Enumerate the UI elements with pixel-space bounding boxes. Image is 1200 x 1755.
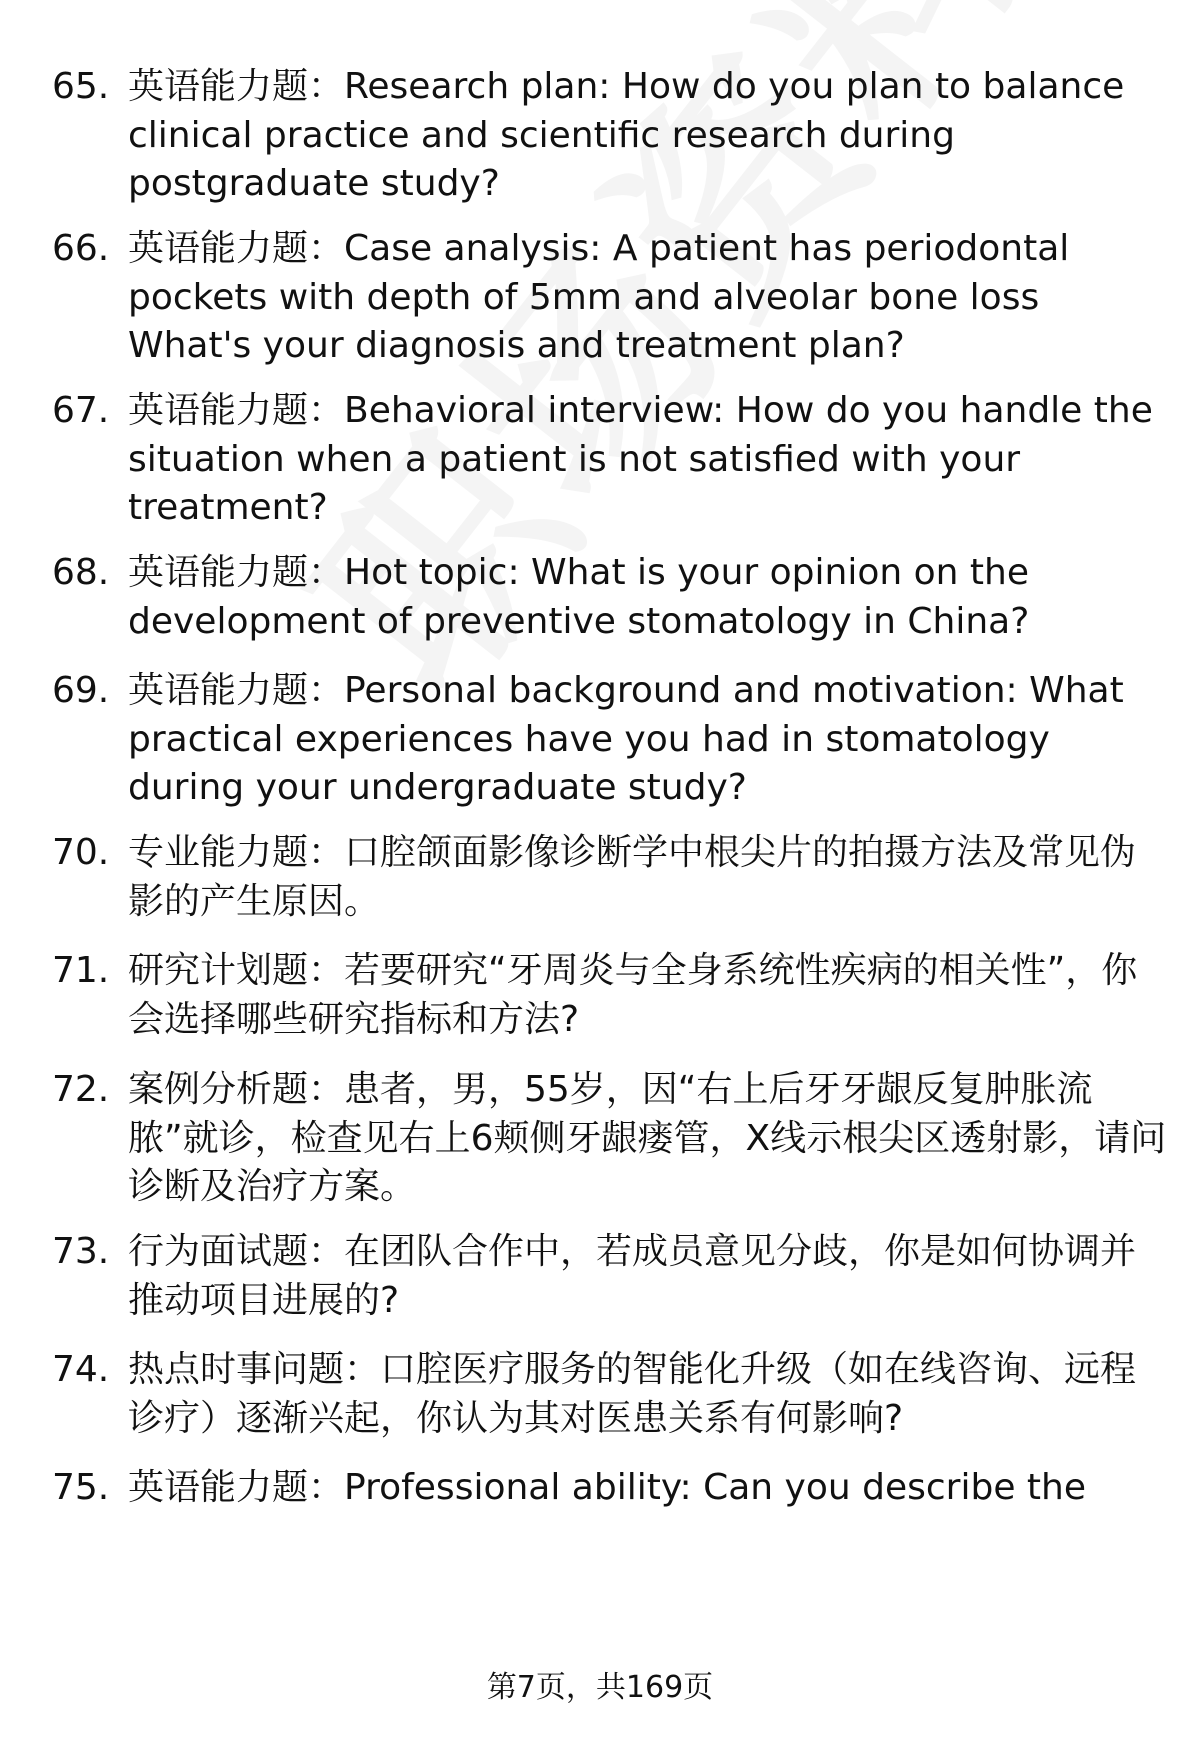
question-70 — [52, 829, 1167, 926]
question-71 — [52, 947, 1167, 1044]
question-text: 英语能力题：Case analysis: A patient has periodontal pockets with depth of 5mm and alveolar bone loss What's your diagnosis and treatment plan? — [128, 228, 1070, 366]
question-text: 英语能力题：Hot topic: What is your opinion on the development of preventive stomatology in China? — [128, 552, 1030, 642]
question-text: 英语能力题：Research plan: How do you plan to balance clinical practice and scientific research during postgraduate study? — [128, 66, 1125, 204]
question-number: 71. — [52, 950, 110, 991]
question-66 — [52, 225, 1167, 371]
question-number: 72. — [52, 1069, 110, 1110]
question-text: 研究计划题：若要研究“牙周炎与全身系统性疾病的相关性”，你会选择哪些研究指标和方法? — [128, 950, 1138, 1040]
question-text: 英语能力题：Professional ability: Can you describe the — [128, 1467, 1087, 1508]
question-text: 英语能力题：Personal background and motivation: What practical experiences have you had in stomatology during your undergraduate study? — [128, 670, 1124, 808]
question-number: 73. — [52, 1231, 110, 1272]
question-text: 英语能力题：Behavioral interview: How do you handle the situation when a patient is not satisfied with your treatment? — [128, 390, 1153, 528]
question-number: 66. — [52, 228, 110, 269]
question-number: 70. — [52, 832, 110, 873]
question-72 — [52, 1066, 1167, 1212]
question-65 — [52, 63, 1167, 209]
question-number: 74. — [52, 1349, 110, 1390]
question-text: 热点时事问题：口腔医疗服务的智能化升级（如在线咨询、远程诊疗）逐渐兴起，你认为其对医患关系有何影响? — [128, 1349, 1137, 1439]
question-text: 案例分析题：患者，男，55岁，因“右上后牙牙龈反复肿胀流脓”就诊，检查见右上6颊侧牙龈瘘管，X线示根尖区透射影，请问诊断及治疗方案。 — [128, 1069, 1167, 1207]
question-text: 行为面试题：在团队合作中，若成员意见分歧，你是如何协调并推动项目进展的? — [128, 1231, 1137, 1321]
question-number: 68. — [52, 552, 110, 593]
question-75 — [52, 1464, 1167, 1513]
question-69 — [52, 667, 1167, 813]
question-number: 67. — [52, 390, 110, 431]
question-74 — [52, 1346, 1167, 1443]
question-text: 专业能力题：口腔颌面影像诊断学中根尖片的拍摄方法及常见伪影的产生原因。 — [128, 832, 1137, 922]
page-footer: 第7页，共169页 — [486, 1670, 714, 1705]
question-68 — [52, 549, 1167, 646]
question-73 — [52, 1228, 1167, 1325]
question-number: 65. — [52, 66, 110, 107]
question-67 — [52, 387, 1167, 533]
question-number: 75. — [52, 1467, 110, 1508]
question-number: 69. — [52, 670, 110, 711]
